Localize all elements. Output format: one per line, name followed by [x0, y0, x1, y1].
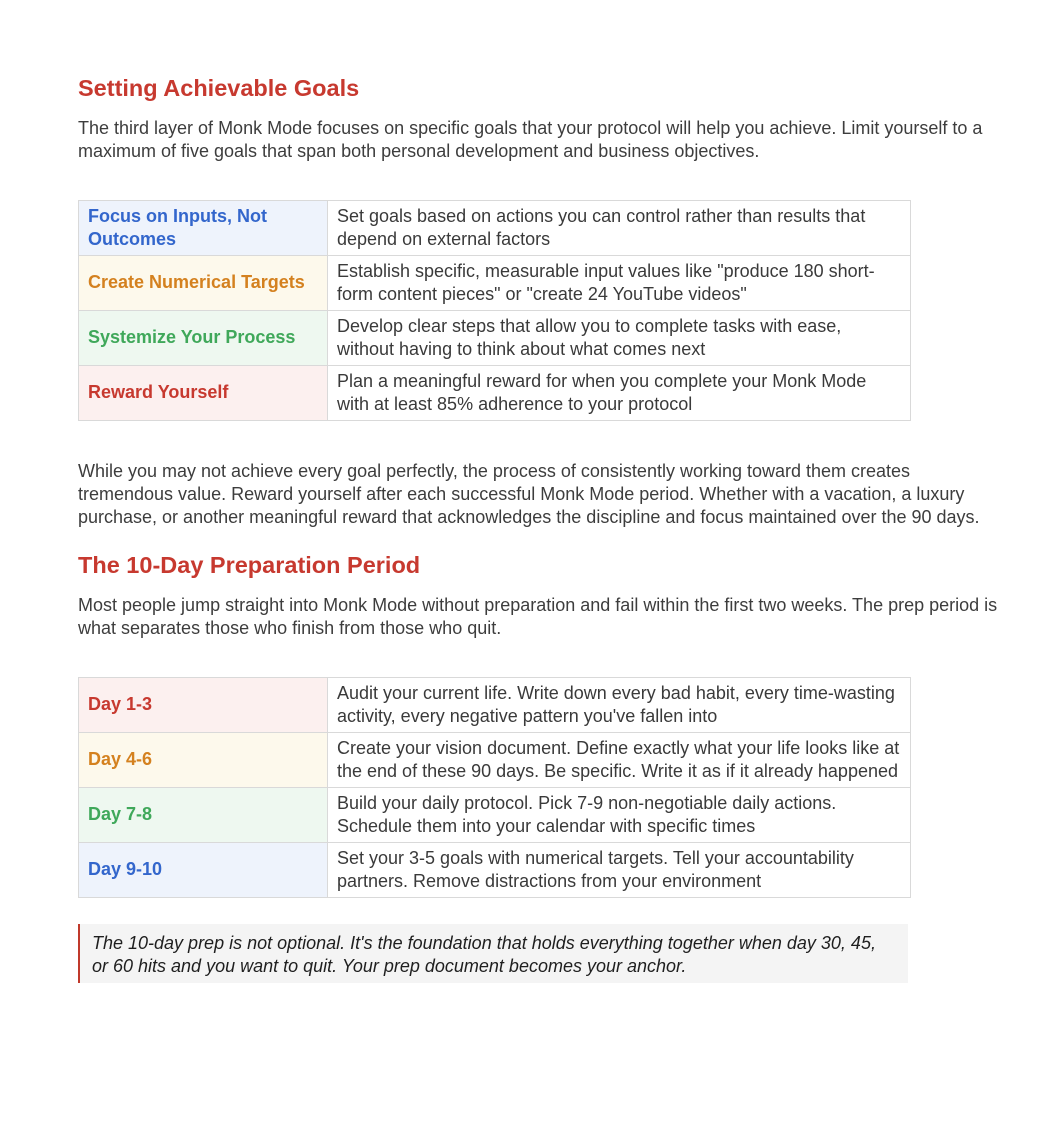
- prep-day-row: [79, 843, 911, 898]
- prep-day-row-description: Audit your current life. Write down every bad habit, every time-wasting activity, every negative pattern you've fallen into: [328, 678, 911, 733]
- goals-intro-paragraph: The third layer of Monk Mode focuses on specific goals that your protocol will help you achieve. Limit yourself to a maximum of five goals that span both personal development and business objectives.: [78, 118, 983, 161]
- section-heading-goals: Setting Achievable Goals: [78, 75, 360, 101]
- preparation-table: [78, 677, 911, 898]
- prep-day-row-label: Day 4-6: [79, 733, 328, 788]
- goal-row: [79, 201, 911, 256]
- goal-row-label: Reward Yourself: [79, 366, 328, 421]
- goals-closing-paragraph: While you may not achieve every goal perfectly, the process of consistently working toward them creates tremendous value. Reward yourself after each successful Monk Mode period. Whether with a vacation, a luxury purchase, or another meaningful reward that acknowledges the discipline and focus maintained over the 90 days.: [78, 461, 980, 527]
- prep-day-row-description: Set your 3-5 goals with numerical targets. Tell your accountability partners. Remove distractions from your environment: [328, 843, 911, 898]
- prep-day-row: [79, 678, 911, 733]
- goal-row-description: Establish specific, measurable input values like "produce 180 short-form content pieces" or "create 24 YouTube videos": [328, 256, 911, 311]
- goal-row: [79, 256, 911, 311]
- goal-row-label: Focus on Inputs, Not Outcomes: [79, 201, 328, 256]
- prep-day-row: [79, 788, 911, 843]
- goal-row-label: Create Numerical Targets: [79, 256, 328, 311]
- prep-day-row-label: Day 7-8: [79, 788, 328, 843]
- prep-day-row: [79, 733, 911, 788]
- goal-row: [79, 366, 911, 421]
- goal-row-description: Develop clear steps that allow you to complete tasks with ease, without having to think about what comes next: [328, 311, 911, 366]
- prep-day-row-description: Create your vision document. Define exactly what your life looks like at the end of these 90 days. Be specific. Write it as if it already happened: [328, 733, 911, 788]
- preparation-intro-paragraph: Most people jump straight into Monk Mode without preparation and fail within the first two weeks. The prep period is what separates those who finish from those who quit.: [78, 595, 998, 638]
- goal-row: [79, 311, 911, 366]
- section-heading-preparation: The 10-Day Preparation Period: [78, 552, 421, 578]
- prep-day-row-description: Build your daily protocol. Pick 7-9 non-negotiable daily actions. Schedule them into your calendar with specific times: [328, 788, 911, 843]
- goal-row-description: Plan a meaningful reward for when you complete your Monk Mode with at least 85% adherence to your protocol: [328, 366, 911, 421]
- goal-row-label: Systemize Your Process: [79, 311, 328, 366]
- prep-day-row-label: Day 9-10: [79, 843, 328, 898]
- goals-table: [78, 200, 911, 421]
- goal-row-description: Set goals based on actions you can control rather than results that depend on external factors: [328, 201, 911, 256]
- prep-day-row-label: Day 1-3: [79, 678, 328, 733]
- preparation-callout: The 10-day prep is not optional. It's the foundation that holds everything together when day 30, 45, or 60 hits and you want to quit. Your prep document becomes your anchor.: [78, 924, 908, 983]
- document-content: [78, 72, 1008, 983]
